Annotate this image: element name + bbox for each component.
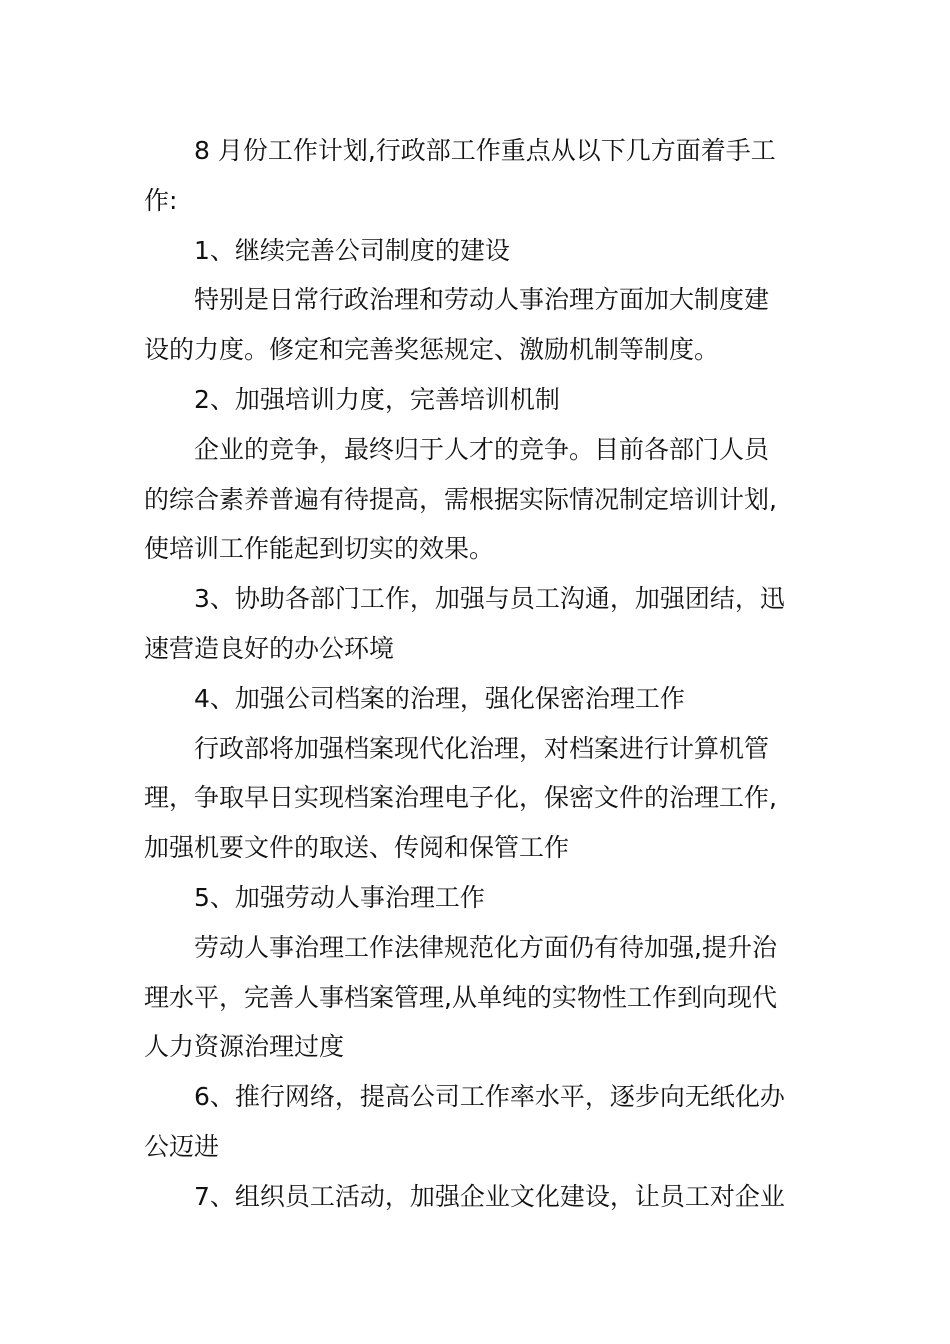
paragraph-intro bbox=[144, 126, 806, 226]
heading-item-5 bbox=[144, 873, 806, 923]
heading-item-2 bbox=[144, 375, 806, 425]
text-line: 理水平，完善人事档案管理,从单纯的实物性工作到向现代 bbox=[144, 982, 777, 1012]
text-line: 7、组织员工活动，加强企业文化建设，让员工对企业 bbox=[194, 1181, 785, 1211]
paragraph-item-5 bbox=[144, 923, 806, 1072]
paragraph-item-1 bbox=[144, 275, 806, 375]
heading-item-6 bbox=[144, 1072, 806, 1172]
text-line: 行政部将加强档案现代化治理，对档案进行计算机管 bbox=[194, 733, 770, 763]
text-line: 速营造良好的办公环境 bbox=[144, 633, 395, 663]
text-line: 6、推行网络，提高公司工作率水平，逐步向无纸化办 bbox=[194, 1082, 785, 1112]
text-line: 劳动人事治理工作法律规范化方面仍有待加强,提升治 bbox=[194, 932, 777, 962]
text-line: 8 月份工作计划,行政部工作重点从以下几方面着手工 bbox=[194, 136, 776, 165]
text-line: 4、加强公司档案的治理，强化保密治理工作 bbox=[194, 683, 685, 713]
text-line: 企业的竞争，最终归于人才的竞争。目前各部门人员 bbox=[194, 434, 770, 464]
text-line: 设的力度。修定和完善奖惩规定、激励机制等制度。 bbox=[144, 335, 720, 365]
document-body bbox=[144, 126, 806, 1222]
text-line: 5、加强劳动人事治理工作 bbox=[194, 882, 485, 912]
text-line: 人力资源治理过度 bbox=[144, 1032, 345, 1062]
text-line: 的综合素养普遍有待提高，需根据实际情况制定培训计划, bbox=[144, 484, 777, 514]
text-line: 特别是日常行政治理和劳动人事治理方面加大制度建 bbox=[194, 285, 770, 315]
text-line: 理，争取早日实现档案治理电子化，保密文件的治理工作, bbox=[144, 783, 777, 813]
text-line: 使培训工作能起到切实的效果。 bbox=[144, 534, 495, 564]
text-line: 加强机要文件的取送、传阅和保管工作 bbox=[144, 833, 570, 863]
text-line: 公迈进 bbox=[144, 1131, 220, 1161]
text-line: 3、协助各部门工作，加强与员工沟通，加强团结，迅 bbox=[194, 584, 785, 614]
heading-item-7 bbox=[144, 1172, 806, 1222]
paragraph-item-4 bbox=[144, 724, 806, 873]
heading-item-3 bbox=[144, 574, 806, 674]
paragraph-item-2 bbox=[144, 425, 806, 574]
heading-item-4 bbox=[144, 674, 806, 724]
text-line: 作: bbox=[144, 185, 178, 215]
text-line: 1、继续完善公司制度的建设 bbox=[194, 235, 510, 265]
heading-item-1 bbox=[144, 226, 806, 276]
text-line: 2、加强培训力度，完善培训机制 bbox=[194, 384, 560, 414]
